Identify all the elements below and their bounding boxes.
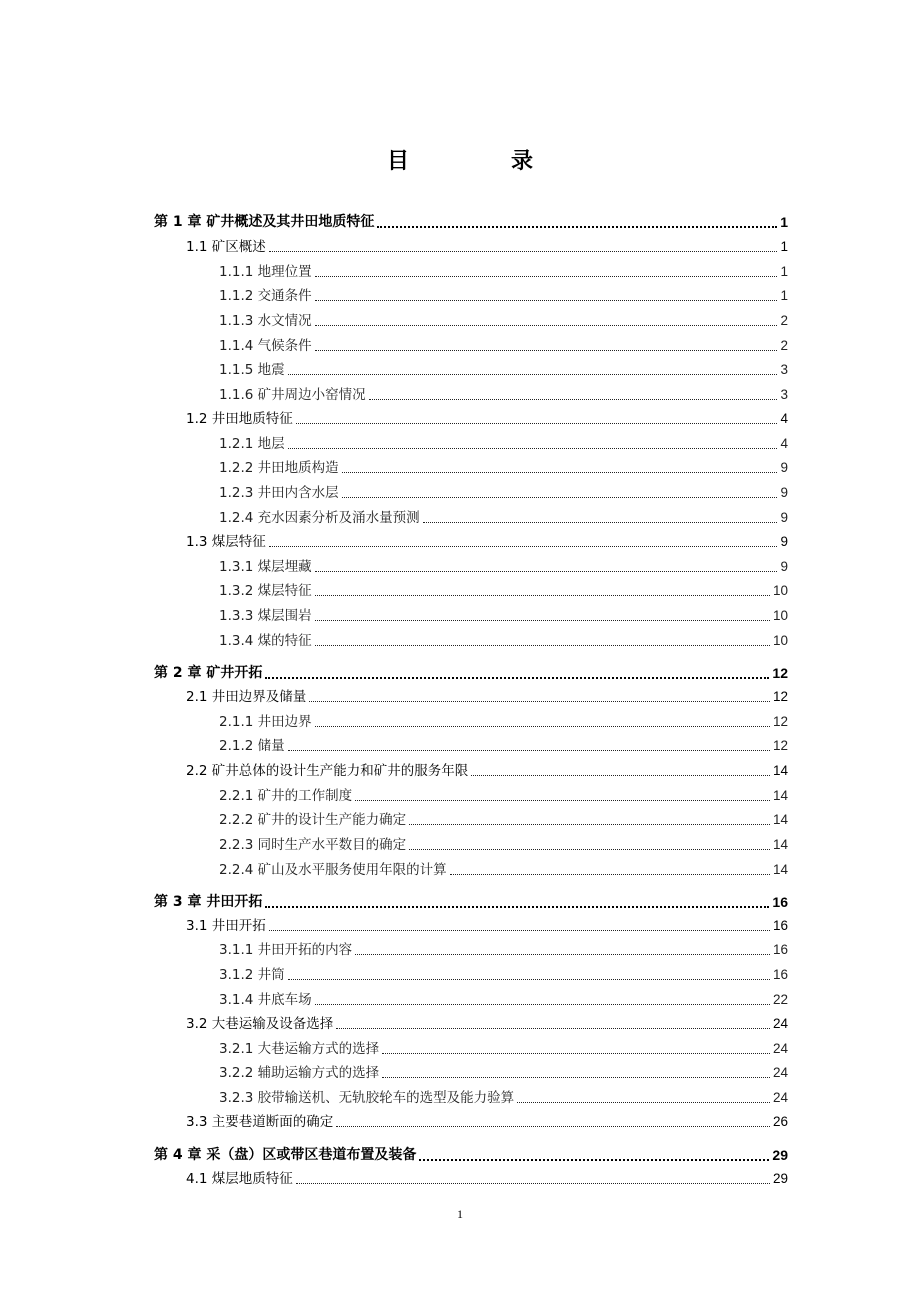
toc-entry-page: 14	[772, 837, 788, 852]
toc-dot-leader	[336, 1028, 770, 1029]
toc-entry-page: 1	[780, 239, 788, 254]
toc-dot-leader	[315, 325, 778, 326]
toc-entry-label: 1.1.3 水文情况	[219, 313, 312, 329]
toc-entry-page: 9	[780, 510, 788, 525]
toc-entry-page: 26	[772, 1114, 788, 1129]
toc-entry-label: 3.1.1 井田开拓的内容	[219, 942, 353, 958]
toc-entry-label: 第 1 章 矿井概述及其井田地质特征	[154, 214, 375, 230]
toc-dot-leader	[382, 1053, 770, 1054]
toc-section-entry[interactable]	[186, 1112, 788, 1132]
toc-entry-label: 1.2.1 地层	[219, 436, 285, 452]
toc-subsection-entry[interactable]	[219, 810, 788, 830]
toc-entry-label: 1.3.2 煤层特征	[219, 583, 312, 599]
toc-entry-page: 24	[772, 1041, 788, 1056]
toc-dot-leader	[342, 497, 778, 498]
toc-dot-leader	[450, 874, 770, 875]
toc-entry-label: 3.1.4 井底车场	[219, 992, 312, 1008]
toc-entry-label: 1.2.2 井田地质构造	[219, 460, 339, 476]
toc-subsection-entry[interactable]	[219, 434, 788, 454]
toc-entry-page: 22	[772, 992, 788, 1007]
toc-entry-page: 16	[772, 894, 788, 910]
toc-dot-leader	[269, 930, 770, 931]
toc-entry-label: 4.1 煤层地质特征	[186, 1171, 293, 1187]
toc-entry-page: 4	[780, 436, 788, 451]
toc-entry-page: 14	[772, 862, 788, 877]
toc-entry-label: 2.2.3 同时生产水平数目的确定	[219, 837, 407, 853]
toc-entry-page: 10	[772, 608, 788, 623]
toc-dot-leader	[471, 775, 770, 776]
toc-entry-page: 12	[772, 738, 788, 753]
toc-entry-label: 1.2.3 井田内含水层	[219, 485, 339, 501]
toc-dot-leader	[369, 399, 778, 400]
page-number: 1	[457, 1207, 463, 1221]
toc-section-entry[interactable]	[186, 532, 788, 552]
toc-entry-page: 24	[772, 1065, 788, 1080]
toc-section-entry[interactable]	[186, 1014, 788, 1034]
toc-entry-page: 1	[780, 288, 788, 303]
toc-entry-label: 第 3 章 井田开拓	[154, 894, 263, 910]
toc-entry-page: 16	[772, 942, 788, 957]
toc-entry-label: 1.1 矿区概述	[186, 239, 266, 255]
toc-subsection-entry[interactable]	[219, 1088, 788, 1108]
toc-dot-leader	[315, 350, 778, 351]
toc-subsection-entry[interactable]	[219, 336, 788, 356]
toc-entry-label: 1.1.5 地震	[219, 362, 285, 378]
toc-subsection-entry[interactable]	[219, 483, 788, 503]
toc-entry-page: 3	[780, 387, 788, 402]
toc-dot-leader	[315, 571, 778, 572]
toc-dot-leader	[296, 423, 778, 424]
toc-dot-leader	[355, 800, 770, 801]
toc-entry-page: 12	[772, 665, 788, 681]
toc-section-entry[interactable]	[186, 916, 788, 936]
toc-dot-leader	[382, 1077, 770, 1078]
toc-section-entry[interactable]	[186, 761, 788, 781]
toc-subsection-entry[interactable]	[219, 712, 788, 732]
toc-entry-page: 4	[780, 411, 788, 426]
toc-entry-page: 24	[772, 1090, 788, 1105]
toc-dot-leader	[409, 849, 770, 850]
toc-entry-page: 14	[772, 788, 788, 803]
toc-entry-label: 1.3.3 煤层围岩	[219, 608, 312, 624]
toc-entry-page: 9	[780, 460, 788, 475]
toc-dot-leader	[269, 251, 778, 252]
toc-entry-label: 2.1.1 井田边界	[219, 714, 312, 730]
toc-entry-page: 1	[780, 214, 788, 230]
toc-entry-page: 9	[780, 534, 788, 549]
toc-dot-leader	[265, 906, 769, 908]
toc-entry-label: 1.1.1 地理位置	[219, 264, 312, 280]
toc-subsection-entry[interactable]	[219, 385, 788, 405]
page-title: 目 录	[386, 149, 573, 174]
toc-entry-label: 2.1 井田边界及储量	[186, 689, 307, 705]
toc-subsection-entry[interactable]	[219, 631, 788, 651]
toc-dot-leader	[423, 522, 778, 523]
toc-entry-page: 1	[780, 264, 788, 279]
toc-entry-label: 3.3 主要巷道断面的确定	[186, 1114, 334, 1130]
toc-subsection-entry[interactable]	[219, 508, 788, 528]
toc-dot-leader	[288, 979, 770, 980]
toc-entry-label: 1.1.6 矿井周边小窑情况	[219, 387, 366, 403]
toc-entry-label: 3.1.2 井筒	[219, 967, 285, 983]
toc-dot-leader	[517, 1102, 770, 1103]
toc-entry-page: 24	[772, 1016, 788, 1031]
toc-chapter-entry[interactable]	[154, 1145, 788, 1165]
toc-entry-label: 1.3.1 煤层埋藏	[219, 559, 312, 575]
toc-entry-label: 第 2 章 矿井开拓	[154, 665, 263, 681]
toc-subsection-entry[interactable]	[219, 581, 788, 601]
toc-entry-page: 3	[780, 362, 788, 377]
toc-subsection-entry[interactable]	[219, 262, 788, 282]
toc-section-entry[interactable]	[186, 687, 788, 707]
toc-dot-leader	[336, 1126, 770, 1127]
toc-dot-leader	[296, 1183, 770, 1184]
toc-entry-page: 16	[772, 967, 788, 982]
toc-subsection-entry[interactable]	[219, 860, 788, 880]
toc-entry-page: 10	[772, 583, 788, 598]
toc-dot-leader	[419, 1159, 769, 1161]
toc-entry-page: 12	[772, 714, 788, 729]
toc-entry-label: 2.2.4 矿山及水平服务使用年限的计算	[219, 862, 447, 878]
toc-dot-leader	[309, 701, 770, 702]
toc-entry-page: 9	[780, 485, 788, 500]
toc-subsection-entry[interactable]	[219, 1039, 788, 1059]
toc-subsection-entry[interactable]	[219, 557, 788, 577]
toc-subsection-entry[interactable]	[219, 360, 788, 380]
toc-dot-leader	[315, 726, 770, 727]
toc-entry-label: 2.2.1 矿井的工作制度	[219, 788, 353, 804]
toc-entry-label: 1.3 煤层特征	[186, 534, 266, 550]
toc-subsection-entry[interactable]	[219, 736, 788, 756]
toc-subsection-entry[interactable]	[219, 965, 788, 985]
toc-dot-leader	[315, 645, 770, 646]
toc-dot-leader	[409, 824, 770, 825]
toc-entry-page: 9	[780, 559, 788, 574]
toc-entry-label: 2.2 矿井总体的设计生产能力和矿井的服务年限	[186, 763, 469, 779]
toc-subsection-entry[interactable]	[219, 940, 788, 960]
toc-entry-page: 10	[772, 633, 788, 648]
toc-section-entry[interactable]	[186, 1169, 788, 1189]
toc-dot-leader	[269, 546, 778, 547]
toc-dot-leader	[315, 276, 778, 277]
toc-entry-page: 16	[772, 918, 788, 933]
toc-subsection-entry[interactable]	[219, 1063, 788, 1083]
toc-dot-leader	[288, 374, 778, 375]
toc-entry-page: 14	[772, 812, 788, 827]
toc-entry-label: 2.2.2 矿井的设计生产能力确定	[219, 812, 407, 828]
toc-section-entry[interactable]	[186, 237, 788, 257]
toc-entry-label: 3.2.2 辅助运输方式的选择	[219, 1065, 380, 1081]
toc-entry-label: 1.2.4 充水因素分析及涌水量预测	[219, 510, 420, 526]
toc-subsection-entry[interactable]	[219, 786, 788, 806]
toc-dot-leader	[315, 595, 770, 596]
toc-dot-leader	[265, 677, 769, 679]
toc-entry-page: 2	[780, 338, 788, 353]
toc-entry-page: 2	[780, 313, 788, 328]
toc-entry-page: 14	[772, 763, 788, 778]
toc-subsection-entry[interactable]	[219, 311, 788, 331]
toc-entry-label: 3.2.1 大巷运输方式的选择	[219, 1041, 380, 1057]
toc-entry-label: 第 4 章 采（盘）区或带区巷道布置及装备	[154, 1147, 417, 1163]
toc-entry-label: 1.1.2 交通条件	[219, 288, 312, 304]
toc-chapter-entry[interactable]	[154, 892, 788, 912]
toc-entry-label: 2.1.2 储量	[219, 738, 285, 754]
toc-dot-leader	[342, 472, 778, 473]
toc-entry-label: 3.1 井田开拓	[186, 918, 266, 934]
toc-dot-leader	[355, 954, 770, 955]
toc-entry-page: 29	[772, 1147, 788, 1163]
toc-entry-page: 12	[772, 689, 788, 704]
toc-section-entry[interactable]	[186, 409, 788, 429]
toc-dot-leader	[288, 750, 770, 751]
toc-entry-label: 1.2 井田地质特征	[186, 411, 293, 427]
toc-subsection-entry[interactable]	[219, 458, 788, 478]
toc-entry-label: 3.2 大巷运输及设备选择	[186, 1016, 334, 1032]
toc-dot-leader	[315, 300, 778, 301]
toc-subsection-entry[interactable]	[219, 990, 788, 1010]
toc-entry-label: 3.2.3 胶带输送机、无轨胶轮车的选型及能力验算	[219, 1090, 515, 1106]
toc-dot-leader	[288, 448, 778, 449]
toc-subsection-entry[interactable]	[219, 835, 788, 855]
toc-chapter-entry[interactable]	[154, 212, 788, 232]
toc-chapter-entry[interactable]	[154, 663, 788, 683]
toc-dot-leader	[315, 620, 770, 621]
toc-entry-page: 29	[772, 1171, 788, 1186]
toc-entry-label: 1.1.4 气候条件	[219, 338, 312, 354]
toc-subsection-entry[interactable]	[219, 286, 788, 306]
toc-dot-leader	[315, 1004, 770, 1005]
toc-dot-leader	[377, 226, 777, 228]
toc-entry-label: 1.3.4 煤的特征	[219, 633, 312, 649]
toc-subsection-entry[interactable]	[219, 606, 788, 626]
